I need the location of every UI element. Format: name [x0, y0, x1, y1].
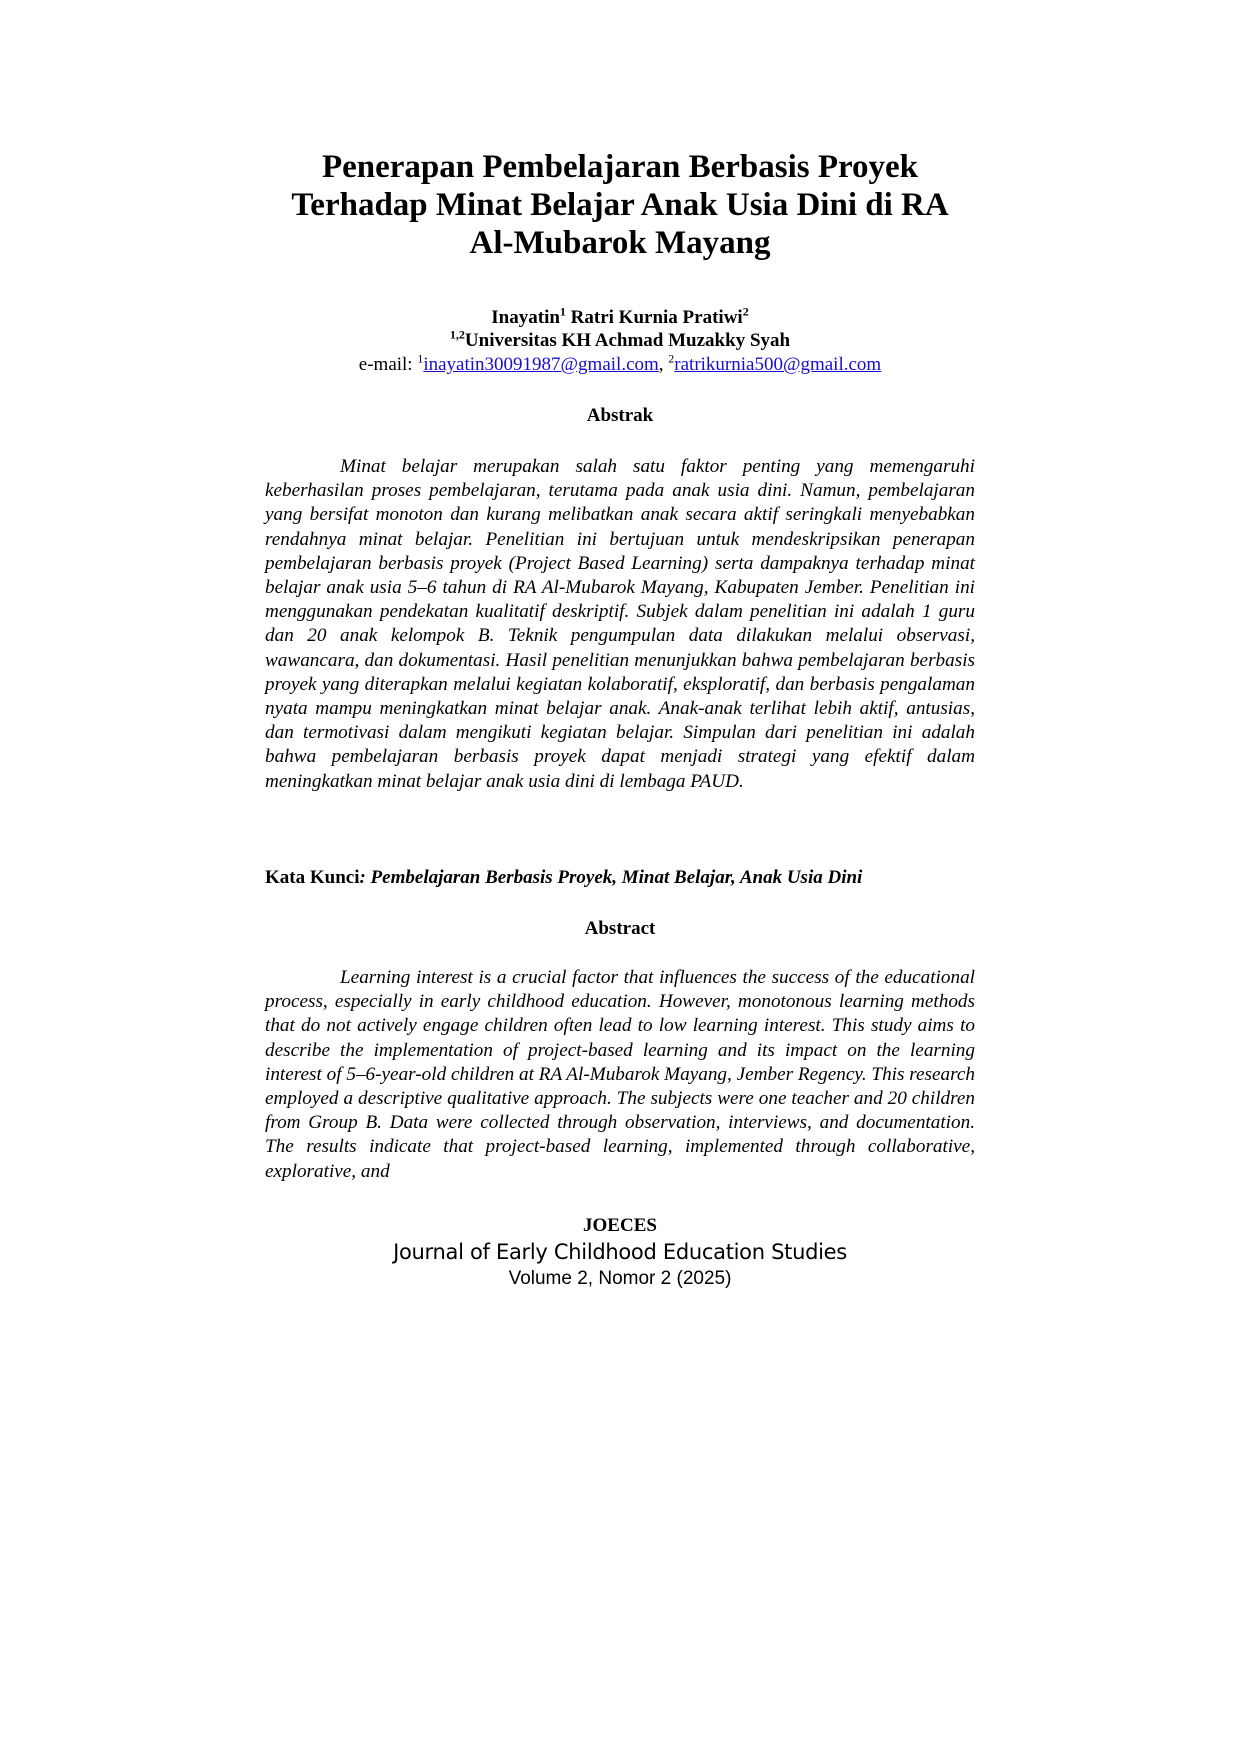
email-separator: , — [658, 354, 669, 375]
author-list — [240, 306, 1000, 330]
abstract-heading: Abstract — [584, 918, 656, 939]
email-link-1[interactable]: inayatin30091987@gmail.com — [423, 354, 659, 375]
journal-abbreviation: JOECES — [583, 1215, 657, 1236]
affiliation — [240, 329, 1000, 353]
title-line: Terhadap Minat Belajar Anak Usia Dini di RA — [291, 187, 949, 223]
paper-title — [240, 148, 1000, 262]
abstrak-body: Minat belajar merupakan salah satu faktor penting yang memengaruhi keberhasilan proses pembelajaran, terutama pada anak usia dini. Namun, pembelajaran yang bersifat monoton dan kurang melibatkan anak secara aktif seringkali menyebabkan rendahnya minat belajar. Penelitian ini bertujuan untuk mendeskripsikan penerapan pembelajaran berbasis proyek (Project Based Learning) serta dampaknya terhadap minat belajar anak usia 5–6 tahun di RA Al-Mubarok Mayang, Kabupaten Jember. Penelitian ini menggunakan pendekatan kualitatif deskriptif. Subjek dalam penelitian ini adalah 1 guru dan 20 anak kelompok B. Teknik pengumpulan data dilakukan melalui observasi, wawancara, dan dokumentasi. Hasil penelitian menunjukkan bahwa pembelajaran berbasis proyek yang diterapkan melalui kegiatan kolaboratif, eksploratif, dan berbasis pengalaman nyata mampu meningkatkan minat belajar anak. Anak-anak terlihat lebih aktif, antusias, dan termotivasi dalam mengikuti kegiatan belajar. Simpulan dari penelitian ini adalah bahwa pembelajaran berbasis proyek dapat menjadi strategi yang efektif dalam meningkatkan minat belajar anak usia dini di lembaga PAUD. — [265, 456, 975, 792]
affiliation-marker: 1,2 — [449, 327, 465, 342]
abstrak-heading: Abstrak — [586, 405, 654, 426]
author-name: Ratri Kurnia Pratiwi — [570, 307, 743, 328]
journal-name: Journal of Early Childhood Education Studies — [393, 1240, 847, 1264]
abstract-body: Learning interest is a crucial factor that influences the success of the educational process, especially in early childhood education. However, monotonous learning methods that do not actively engage children often lead to low learning interest. This study aims to describe the implementation of project-based learning and its impact on the learning interest of 5–6-year-old children at RA Al-Mubarok Mayang, Jember Regency. This research employed a descriptive qualitative approach. The subjects were one teacher and 20 children from Group B. Data were collected through observation, interviews, and documentation. The results indicate that project-based learning, implemented through collaborative, explorative, and — [265, 967, 975, 1182]
keywords-values: : Pembelajaran Berbasis Proyek, Minat Belajar, Anak Usia Dini — [359, 867, 863, 888]
email-marker: 2 — [668, 351, 675, 366]
title-line: Al-Mubarok Mayang — [469, 225, 771, 261]
email-marker: 1 — [417, 351, 424, 366]
author-name: Inayatin — [491, 307, 560, 328]
keywords-label: Kata Kunci — [265, 867, 360, 888]
title-line: Penerapan Pembelajaran Berbasis Proyek — [321, 149, 919, 185]
affiliation-name: Universitas KH Achmad Muzakky Syah — [464, 330, 791, 351]
email-prefix: e-mail: — [358, 354, 418, 375]
author-affil-marker: 1 — [559, 304, 566, 319]
author-affil-marker: 2 — [742, 304, 749, 319]
email-link-2[interactable]: ratrikurnia500@gmail.com — [674, 354, 882, 375]
keywords — [265, 866, 985, 890]
journal-volume: Volume 2, Nomor 2 (2025) — [508, 1268, 732, 1289]
email-line — [240, 353, 1000, 377]
